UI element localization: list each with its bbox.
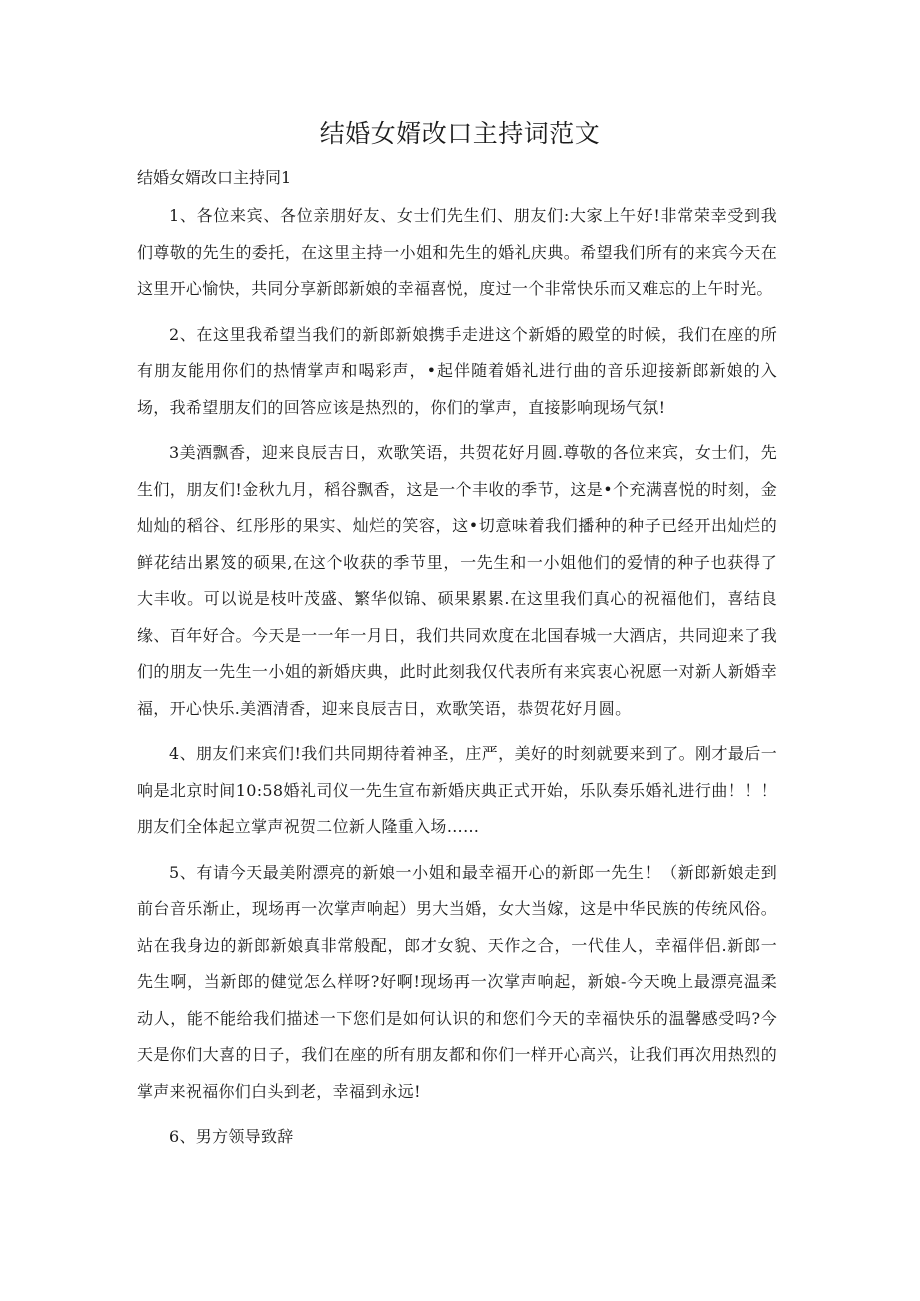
paragraph-6: 6、男方领导致辞 <box>169 1127 294 1146</box>
paragraph-5: 5、有请今天最美附漂亮的新娘一小姐和最幸福开心的新郎一先生！（新郎新娘走到前台音乐渐止，现场再一次掌声响起）男大当婚，女大当嫁，这是中华民族的传统风俗。站在我身边的新郎新娘真非常般配，郎才女貌、天作之合，一代佳人，幸福伴侣.新郎一先生啊，当新郎的健觉怎么样呀?好啊!现场再一次掌声响起，新娘-今天晚上最漂亮温柔动人，能不能给我们描述一下您们是如何认识的和您们今天的幸福快乐的温馨感受吗?今天是你们大喜的日子，我们在座的所有朋友都和你们一样开心高兴，让我们再次用热烈的掌声来祝福你们白头到老，幸福到永远! <box>137 862 777 1101</box>
document-title: 结婚女婿改口主持词范文 <box>319 119 601 148</box>
paragraph-3: 3美酒飘香，迎来良辰吉日，欢歌笑语，共贺花好月圆.尊敬的各位来宾，女士们，先生们，朋友们!金秋九月，稻谷飘香，这是一个丰收的季节，这是•个充满喜悦的时刻，金灿灿的稻谷、红彤彤的果实、灿烂的笑容，这•切意味着我们播种的种子已经开出灿烂的鲜花结出累笈的硕果,在这个收获的季节里，一先生和一小姐他们的爱情的种子也获得了大丰收。可以说是枝叶茂盛、繁华似锦、硕果累累.在这里我们真心的祝福他们，喜结良缘、百年好合。今天是一一年一月日，我们共同欢度在北国春城一大酒店，共同迎来了我们的朋友一先生一小姐的新婚庆典，此时此刻我仅代表所有来宾衷心祝愿一对新人新婚幸福，开心快乐.美酒清香，迎来良辰吉日，欢歌笑语，恭贺花好月圆。 <box>137 443 777 718</box>
paragraph-4: 4、朋友们来宾们!我们共同期待着神圣，庄严，美好的时刻就要来到了。刚才最后一响是北京时间10:58婚礼司仪一先生宣布新婚庆典正式开始，乐队奏乐婚礼进行曲！！！朋友们全体起立掌声祝贺二位新人隆重入场…… <box>137 744 777 836</box>
document-body <box>137 198 777 1165</box>
paragraph-1: 1、各位来宾、各位亲朋好友、女士们先生们、朋友们:大家上午好!非常荣幸受到我们尊敬的先生的委托，在这里主持一小姐和先生的婚礼庆典。希望我们所有的来宾今天在这里开心愉快，共同分享新郎新娘的幸福喜悦，度过一个非常快乐而又难忘的上午时光。 <box>137 206 777 298</box>
section-subtitle: 结婚女婿改口主持同1 <box>137 168 292 187</box>
paragraph-2: 2、在这里我希望当我们的新郎新娘携手走进这个新婚的殿堂的时候，我们在座的所有朋友能用你们的热情掌声和喝彩声，•起伴随着婚礼进行曲的音乐迎接新郎新娘的入场，我希望朋友们的回答应该是热烈的，你们的掌声，直接影响现场气氛! <box>137 324 777 417</box>
